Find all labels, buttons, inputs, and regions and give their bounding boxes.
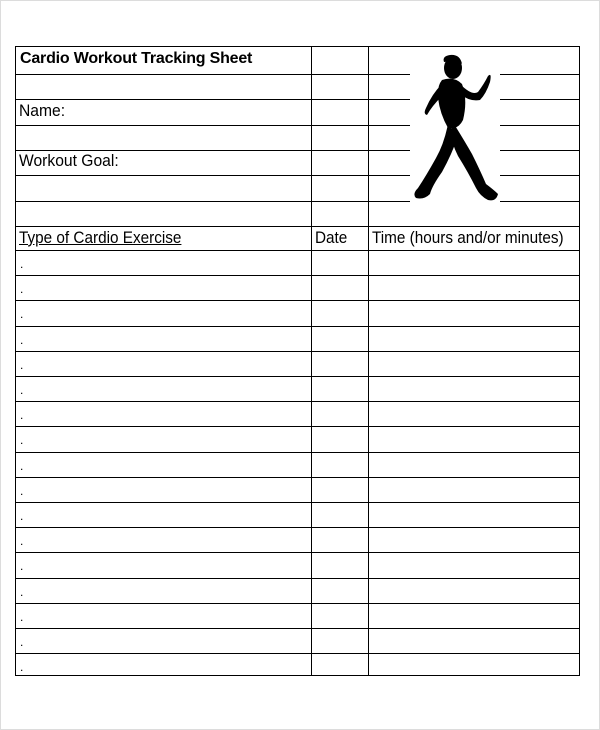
table-row-bullet: . — [20, 635, 24, 649]
walking-woman-silhouette-icon — [408, 54, 500, 206]
header-line-short — [368, 201, 410, 202]
header-line-short — [500, 150, 580, 151]
header-line-short — [500, 74, 580, 75]
header-line — [15, 99, 368, 100]
header-line — [15, 175, 368, 176]
table-row-line — [15, 628, 580, 629]
table-row-bullet: . — [20, 307, 24, 321]
header-line-short — [500, 175, 580, 176]
header-line-short — [500, 201, 580, 202]
table-row-line — [15, 578, 580, 579]
header-line — [15, 74, 368, 75]
table-row-bullet: . — [20, 358, 24, 372]
table-row-line — [15, 275, 580, 276]
table-row-bullet: . — [20, 559, 24, 573]
table-header-top-line — [15, 226, 580, 227]
table-row-bullet: . — [20, 282, 24, 296]
table-row-bullet: . — [20, 484, 24, 498]
header-line — [15, 201, 368, 202]
header-line-short — [500, 125, 580, 126]
table-row-line — [15, 426, 580, 427]
table-row-bullet: . — [20, 333, 24, 347]
table-row-line — [15, 250, 580, 251]
table-row-bullet: . — [20, 433, 24, 447]
table-row-bullet: . — [20, 534, 24, 548]
table-row-line — [15, 401, 580, 402]
table-row-bullet: . — [20, 610, 24, 624]
column-divider-date — [311, 46, 312, 676]
table-row-line — [15, 603, 580, 604]
table-row-bullet: . — [20, 383, 24, 397]
table-row-line — [15, 653, 580, 654]
table-row-line — [15, 477, 580, 478]
table-row-bullet: . — [20, 257, 24, 271]
table-row-line — [15, 527, 580, 528]
header-line-short — [500, 99, 580, 100]
table-row-line — [15, 326, 580, 327]
header-line-short — [368, 175, 410, 176]
table-row-bullet: . — [20, 459, 24, 473]
table-row-line — [15, 376, 580, 377]
column-header-exercise: Type of Cardio Exercise — [19, 228, 182, 247]
table-row-line — [15, 351, 580, 352]
column-divider-time — [368, 46, 369, 676]
header-line-short — [368, 125, 410, 126]
header-line — [15, 125, 368, 126]
workout-goal-label: Workout Goal: — [19, 151, 119, 170]
table-row-bullet: . — [20, 660, 24, 674]
header-line-short — [368, 150, 410, 151]
table-row-line — [15, 502, 580, 503]
table-row-line — [15, 552, 580, 553]
sheet-title: Cardio Workout Tracking Sheet — [20, 50, 253, 67]
table-row-bullet: . — [20, 585, 24, 599]
table-row-line — [15, 452, 580, 453]
table-row-bullet: . — [20, 408, 24, 422]
header-line-short — [368, 74, 410, 75]
table-row-line — [15, 300, 580, 301]
column-header-time: Time (hours and/or minutes) — [372, 228, 564, 247]
column-header-date: Date — [315, 228, 348, 247]
table-row-bullet: . — [20, 509, 24, 523]
header-line-short — [368, 99, 410, 100]
name-label: Name: — [19, 101, 66, 120]
